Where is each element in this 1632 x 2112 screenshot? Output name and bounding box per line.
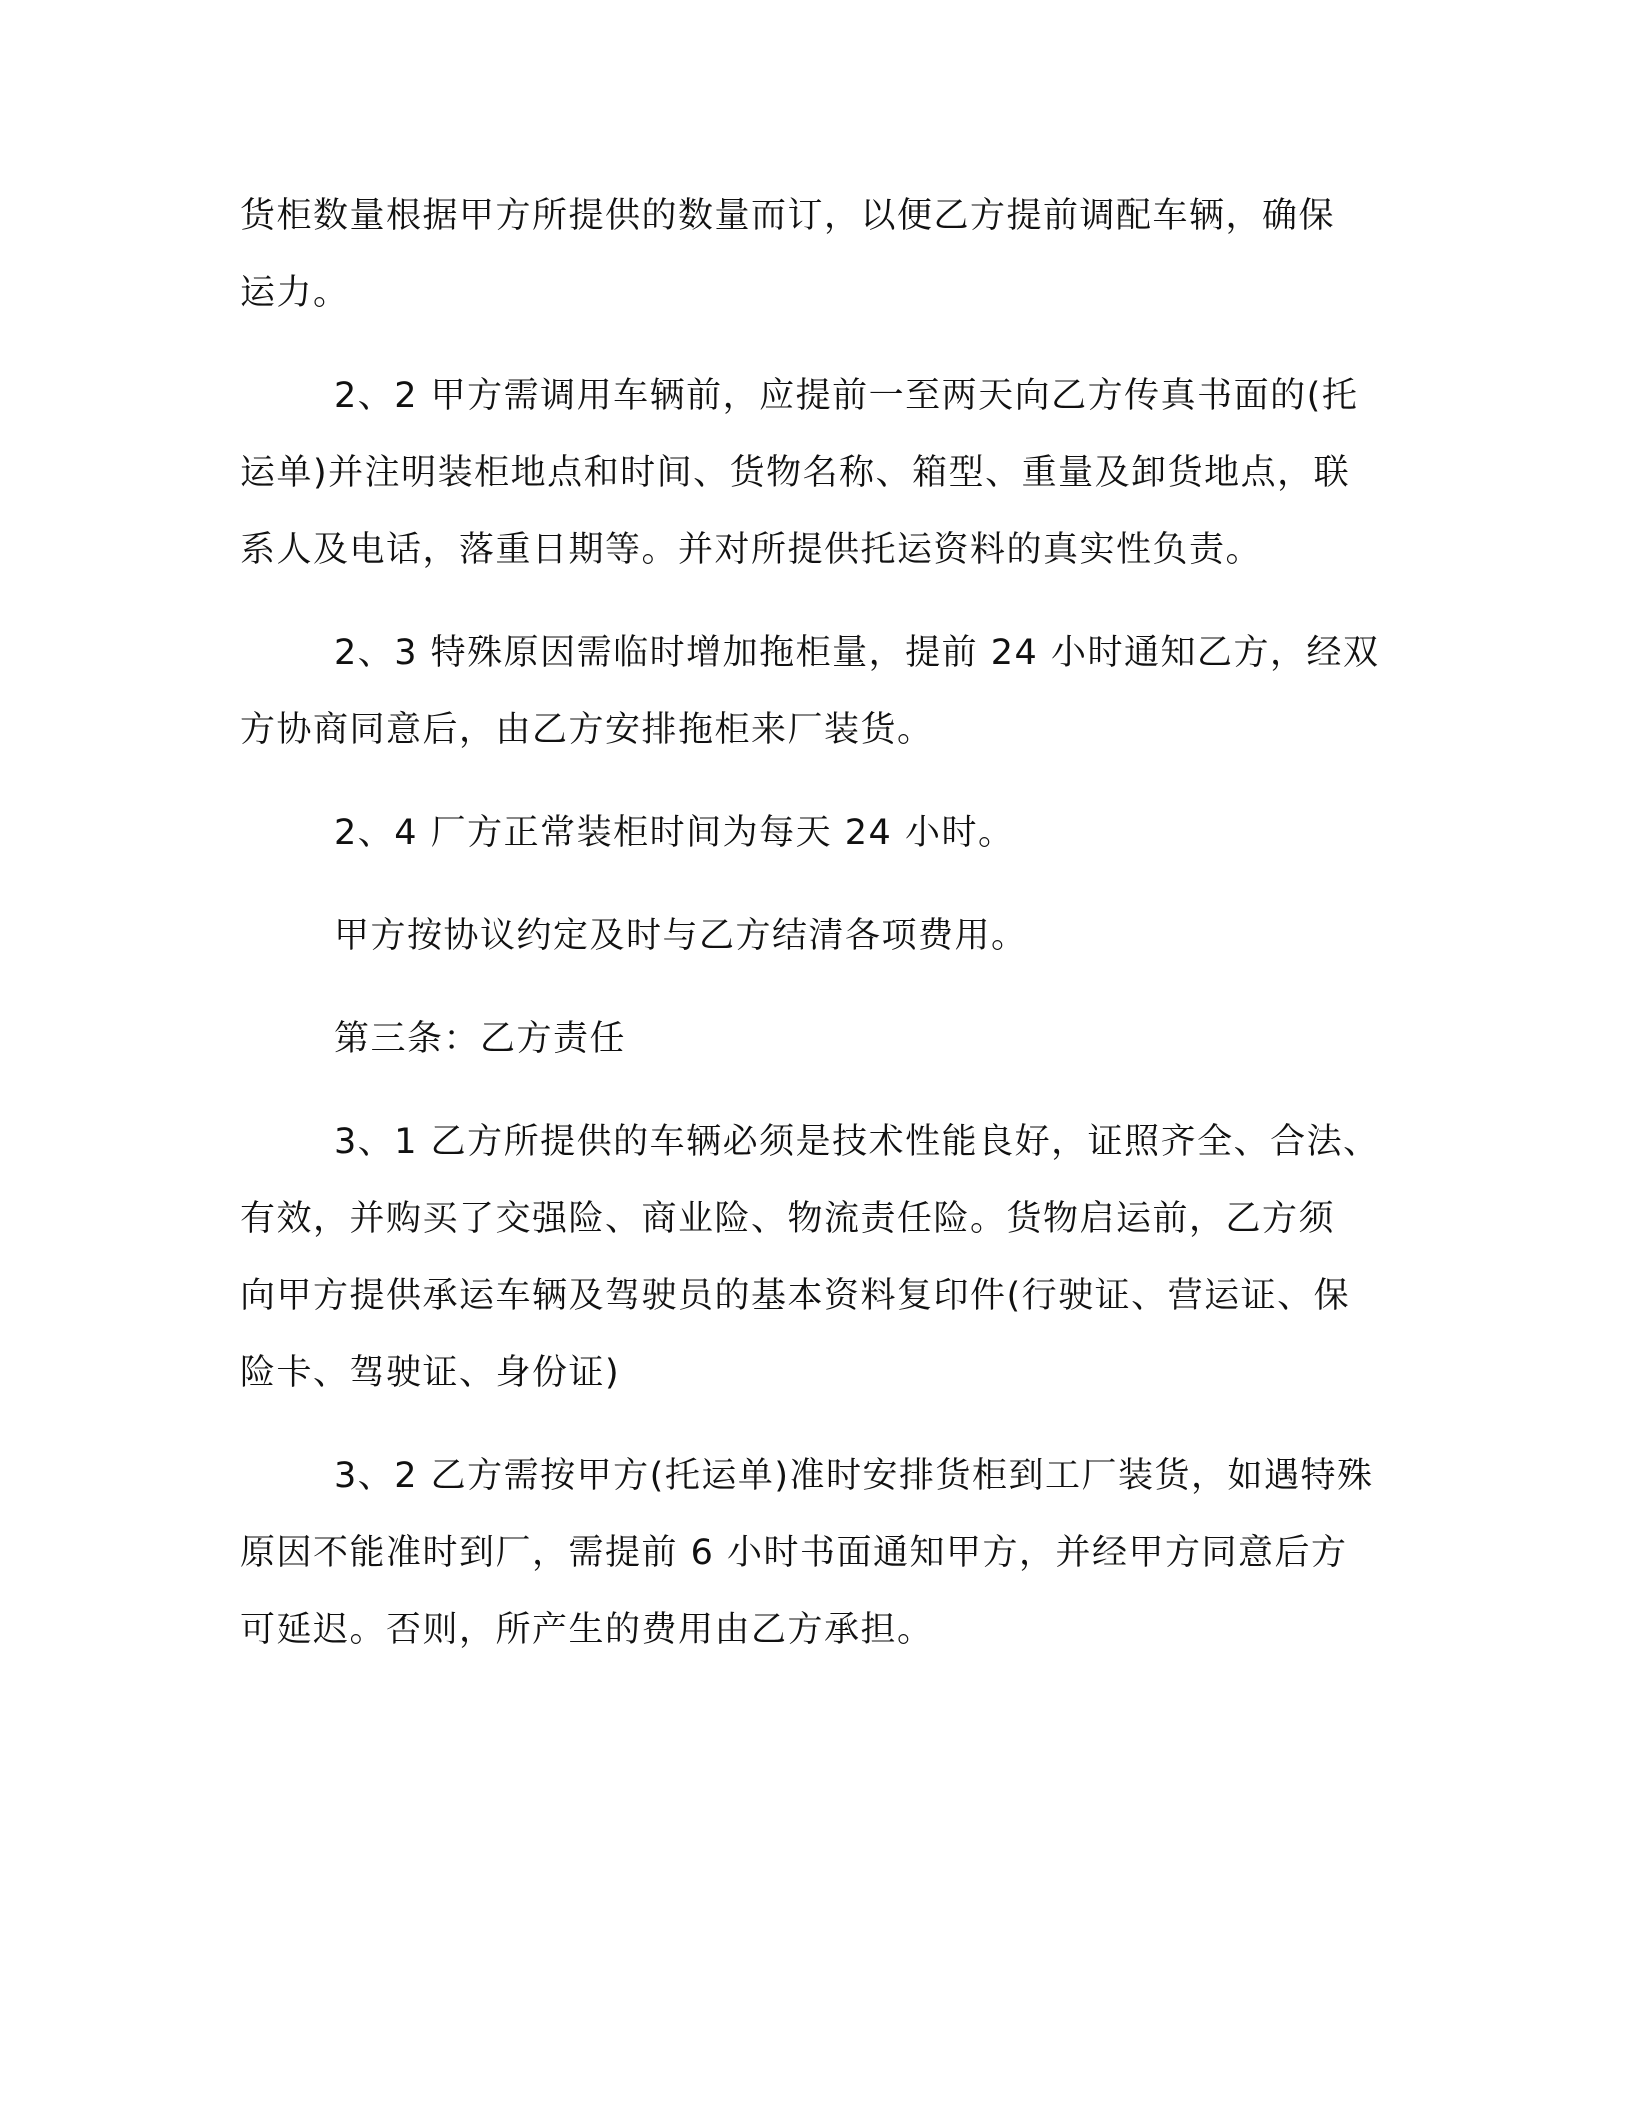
text-line: 可延迟。否则，所产生的费用由乙方承担。 bbox=[240, 1610, 934, 1650]
text-line: 方协商同意后，由乙方安排拖柜来厂装货。 bbox=[240, 710, 934, 750]
text-line: 2、3 特殊原因需临时增加拖柜量，提前 24 小时通知乙方，经双 bbox=[334, 633, 1380, 673]
text-line: 甲方按协议约定及时与乙方结清各项费用。 bbox=[334, 916, 1028, 956]
text-line: 2、4 厂方正常装柜时间为每天 24 小时。 bbox=[334, 813, 1015, 853]
text-line: 有效，并购买了交强险、商业险、物流责任险。货物启运前，乙方须 bbox=[240, 1199, 1336, 1239]
text-line: 2、2 甲方需调用车辆前，应提前一至两天向乙方传真书面的(托 bbox=[334, 376, 1359, 416]
text-line: 运力。 bbox=[240, 273, 350, 313]
text-line: 系人及电话，落重日期等。并对所提供托运资料的真实性负责。 bbox=[240, 530, 1263, 570]
text-line: 3、2 乙方需按甲方(托运单)准时安排货柜到工厂装货，如遇特殊 bbox=[334, 1456, 1374, 1496]
text-line: 险卡、驾驶证、身份证) bbox=[240, 1353, 621, 1393]
section-heading: 第三条：乙方责任 bbox=[334, 1019, 627, 1059]
text-line: 原因不能准时到厂，需提前 6 小时书面通知甲方，并经甲方同意后方 bbox=[240, 1533, 1348, 1573]
text-line: 货柜数量根据甲方所提供的数量而订，以便乙方提前调配车辆，确保 bbox=[240, 196, 1336, 236]
text-line: 向甲方提供承运车辆及驾驶员的基本资料复印件(行驶证、营运证、保 bbox=[240, 1276, 1351, 1316]
text-line: 运单)并注明装柜地点和时间、货物名称、箱型、重量及卸货地点，联 bbox=[240, 453, 1351, 493]
text-line: 3、1 乙方所提供的车辆必须是技术性能良好，证照齐全、合法、 bbox=[334, 1122, 1380, 1162]
